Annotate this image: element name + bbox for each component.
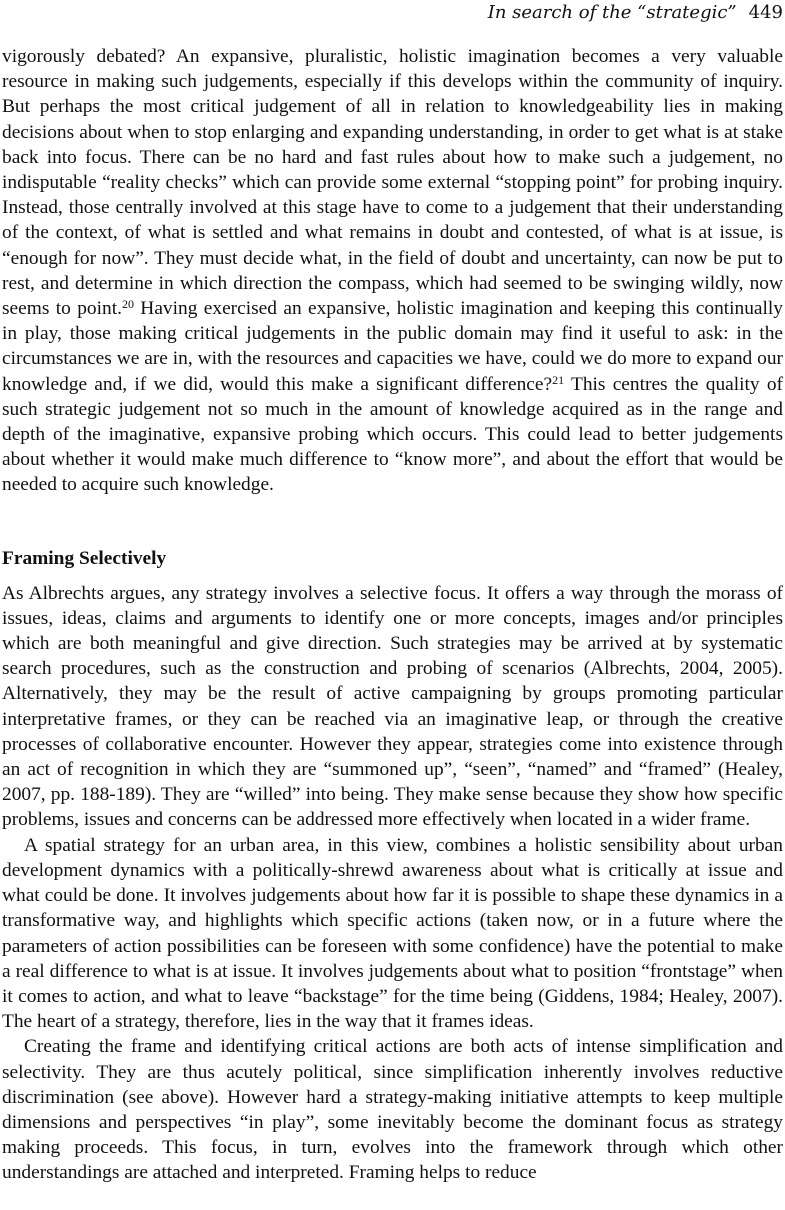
footnote-marker: 20 xyxy=(121,297,134,312)
running-head-title: In search of the “strategic” xyxy=(487,2,737,23)
paragraph-text: This centres the quality of such strategic judgement not so much in the amount of knowledge acquired as in the range and depth of the imaginative, expansive probing which occurs. This could lead to better judgements about whether it would make much difference to “know more”, and about the effort that would be needed to acquire such knowledge. xyxy=(2,373,783,496)
paragraph: A spatial strategy for an urban area, in this view, combines a holistic sensibility about urban development dynamics with a politically-shrewd awareness about what is critically at issue and what could be done. It involves judgements about how far it is possible to shape these dynamics in a transformative way, and highlights which specific actions (taken now, or in a future where the parameters of action possibilities can be foreseen with some confidence) have the potential to make a real difference to what is at issue. It involves judgements about what to position “frontstage” when it comes to action, and what to leave “backstage” for the time being (Giddens, 1984; Healey, 2007). The heart of a strategy, therefore, lies in the way that it frames ideas. xyxy=(2,834,783,1033)
paragraph-continued xyxy=(2,44,783,498)
running-head xyxy=(488,2,783,24)
section-heading: Framing Selectively xyxy=(2,547,167,569)
paragraph-text: Having exercised an expansive, holistic imagination and keeping this continually in play, those making critical judgements in the public domain may find it useful to ask: in the circumstances we are in, with the resources and capacities we have, could we do more to expand our knowledge and, if we did, would this make a significant difference? xyxy=(2,298,784,395)
paragraph-text: vigorously debated? An expansive, pluralistic, holistic imagination becomes a very valuable resource in making such judgements, especially if this develops within the community of inquiry. But perhaps the most critical judgement of all in relation to knowledgeability lies in making decisions about when to stop enlarging and expanding understanding, in order to get what is at stake back into focus. There can be no hard and fast rules about how to make such a judgement, no indisputable “reality checks” which can provide some external “stopping point” for probing inquiry. Instead, those centrally involved at this stage have to come to a judgement that their understanding of the context, of what is settled and what remains in doubt and contested, of what is at issue, is “enough for now”. They must decide what, in the field of doubt and uncertainty, can now be put to rest, and determine in which direction the compass, which had seemed to be swinging wildly, now seems to point. xyxy=(2,46,783,320)
paragraph: As Albrechts argues, any strategy involves a selective focus. It offers a way through the morass of issues, ideas, claims and arguments to identify one or more concepts, images and/or principles which are both meaningful and give direction. Such strategies may be arrived at by systematic search procedures, such as the construction and probing of scenarios (Albrechts, 2004, 2005). Alternatively, they may be the result of active campaigning by groups promoting particular interpretative frames, or they can be reached via an imaginative leap, or through the creative processes of collaborative encounter. However they appear, strategies come into existence through an act of recognition in which they are “summoned up”, “seen”, “named” and “framed” (Healey, 2007, pp. 188-189). They are “willed” into being. They make sense because they show how specific problems, issues and concerns can be addressed more effectively when located in a wider frame. xyxy=(2,582,783,831)
footnote-marker: 21 xyxy=(552,372,565,387)
paragraph: Creating the frame and identifying critical actions are both acts of intense simplification and selectivity. They are thus acutely political, since simplification inherently involves reductive discrimination (see above). However hard a strategy-making initiative attempts to keep multiple dimensions and perspectives “in play”, some inevitably become the dominant focus as strategy making proceeds. This focus, in turn, evolves into the framework through which other understandings are attached and interpreted. Framing helps to reduce xyxy=(2,1036,783,1184)
body-text xyxy=(2,44,783,1186)
page-number: 449 xyxy=(748,2,783,23)
